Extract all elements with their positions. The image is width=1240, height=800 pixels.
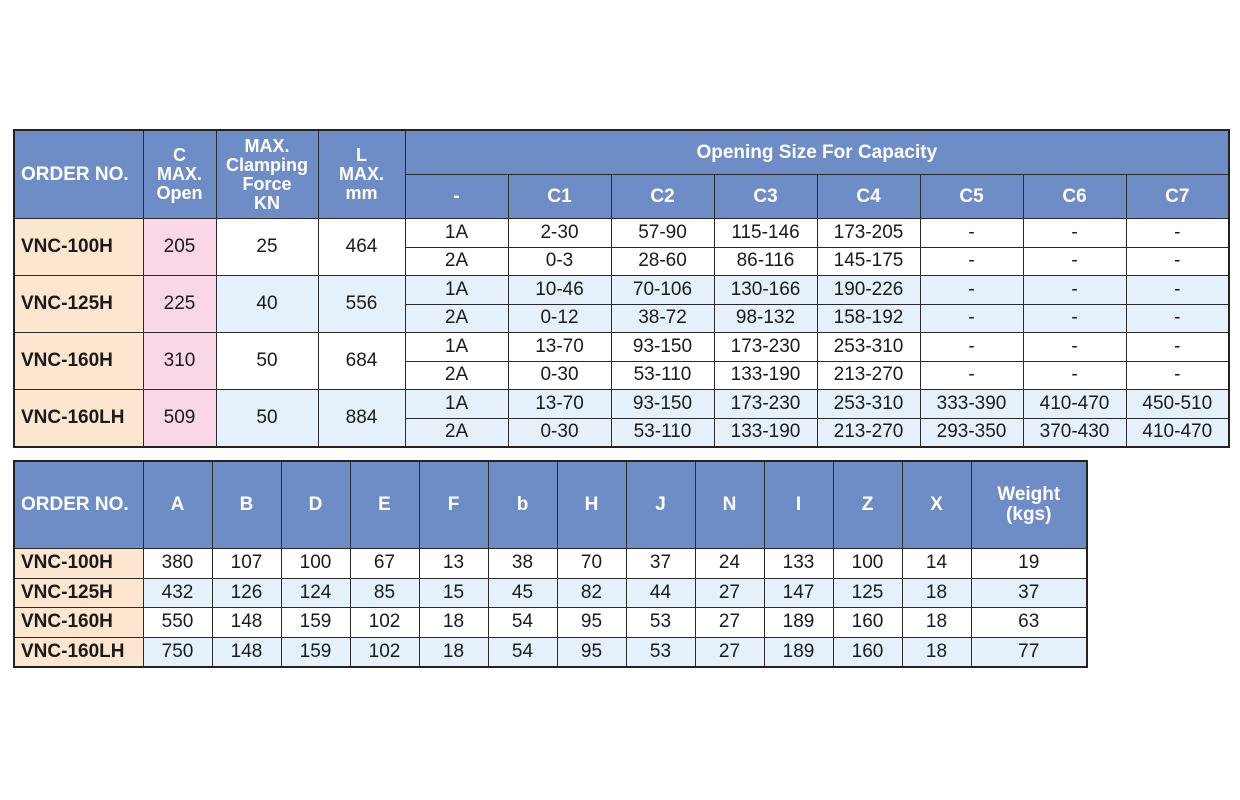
dimension-cell: 70: [557, 549, 626, 579]
dimension-cell: 18: [902, 637, 971, 667]
dimension-cell: 77: [971, 637, 1087, 667]
table-row: [14, 219, 1229, 248]
dimension-cell: 18: [902, 608, 971, 638]
dimension-cell: 550: [143, 608, 212, 638]
opening-size-cell: 53-110: [611, 418, 714, 447]
opening-size-cell: -: [920, 219, 1023, 248]
dimension-cell: 13: [419, 549, 488, 579]
opening-size-cell: 10-46: [508, 276, 611, 305]
clamping-force-cell: 50: [216, 333, 318, 390]
c-max-open-header: C MAX. Open: [143, 130, 216, 219]
dimension-cell: 432: [143, 578, 212, 608]
l-max-cell: 556: [318, 276, 405, 333]
dimension-cell: 159: [281, 637, 350, 667]
dimension-cell: 380: [143, 549, 212, 579]
dimension-cell: 44: [626, 578, 695, 608]
opening-size-cell: -: [1126, 304, 1229, 333]
opening-size-cell: 158-192: [817, 304, 920, 333]
order-cell: VNC-100H: [14, 219, 143, 276]
dim-header: Z: [833, 461, 902, 549]
c-open-cell: 225: [143, 276, 216, 333]
clamping-force-cell: 50: [216, 390, 318, 448]
dimension-cell: 95: [557, 608, 626, 638]
opening-size-cell: 115-146: [714, 219, 817, 248]
dimension-cell: 18: [419, 608, 488, 638]
opening-size-cell: 450-510: [1126, 390, 1229, 419]
dim-header: J: [626, 461, 695, 549]
opening-size-cell: 173-205: [817, 219, 920, 248]
dimensions-table: [13, 460, 1088, 668]
opening-size-cell: -: [920, 247, 1023, 276]
opening-size-cell: -: [1126, 333, 1229, 362]
opening-size-cell: 173-230: [714, 333, 817, 362]
opening-size-cell: -: [1023, 333, 1126, 362]
opening-size-table: [13, 129, 1230, 448]
capacity-sub-header: C7: [1126, 175, 1229, 219]
dimension-cell: 15: [419, 578, 488, 608]
dimension-cell: 85: [350, 578, 419, 608]
dim-header: X: [902, 461, 971, 549]
opening-size-cell: 145-175: [817, 247, 920, 276]
opening-size-cell: 253-310: [817, 333, 920, 362]
dimension-cell: 189: [764, 608, 833, 638]
grade-cell: 1A: [405, 219, 508, 248]
dimension-cell: 160: [833, 637, 902, 667]
order-cell: VNC-160H: [14, 333, 143, 390]
grade-cell: 1A: [405, 333, 508, 362]
opening-size-cell: 213-270: [817, 361, 920, 390]
dimension-cell: 37: [626, 549, 695, 579]
capacity-sub-header: C2: [611, 175, 714, 219]
dimension-cell: 27: [695, 608, 764, 638]
dimension-cell: 148: [212, 637, 281, 667]
c-open-cell: 509: [143, 390, 216, 448]
opening-size-header: Opening Size For Capacity: [405, 130, 1229, 175]
opening-size-cell: 93-150: [611, 390, 714, 419]
opening-size-cell: 130-166: [714, 276, 817, 305]
c-open-cell: 310: [143, 333, 216, 390]
opening-size-cell: 333-390: [920, 390, 1023, 419]
opening-size-cell: -: [1023, 219, 1126, 248]
opening-size-cell: 53-110: [611, 361, 714, 390]
dimension-cell: 100: [833, 549, 902, 579]
opening-size-cell: 213-270: [817, 418, 920, 447]
order-no-header: ORDER NO.: [14, 461, 143, 549]
dimension-cell: 189: [764, 637, 833, 667]
dimension-cell: 38: [488, 549, 557, 579]
dim-header: A: [143, 461, 212, 549]
opening-size-cell: -: [920, 304, 1023, 333]
opening-size-cell: 0-30: [508, 418, 611, 447]
opening-size-cell: 133-190: [714, 361, 817, 390]
opening-size-cell: -: [1023, 276, 1126, 305]
dimension-cell: 54: [488, 608, 557, 638]
dimension-cell: 24: [695, 549, 764, 579]
capacity-sub-header: C5: [920, 175, 1023, 219]
dimension-cell: 53: [626, 608, 695, 638]
dimension-cell: 27: [695, 578, 764, 608]
opening-size-cell: 253-310: [817, 390, 920, 419]
opening-size-cell: -: [1023, 361, 1126, 390]
opening-size-cell: 2-30: [508, 219, 611, 248]
capacity-sub-header: C3: [714, 175, 817, 219]
opening-size-cell: -: [1126, 276, 1229, 305]
capacity-sub-header: C4: [817, 175, 920, 219]
dimension-cell: 102: [350, 608, 419, 638]
order-cell: VNC-125H: [14, 578, 143, 608]
dimension-cell: 18: [419, 637, 488, 667]
opening-size-cell: 0-12: [508, 304, 611, 333]
dim-header: D: [281, 461, 350, 549]
grade-cell: 2A: [405, 304, 508, 333]
opening-size-cell: 57-90: [611, 219, 714, 248]
dimension-cell: 102: [350, 637, 419, 667]
dimension-cell: 100: [281, 549, 350, 579]
order-cell: VNC-160LH: [14, 390, 143, 448]
l-max-header: L MAX. mm: [318, 130, 405, 219]
opening-size-cell: 370-430: [1023, 418, 1126, 447]
grade-cell: 2A: [405, 418, 508, 447]
opening-size-cell: 98-132: [714, 304, 817, 333]
table-row: [14, 549, 1087, 579]
dimension-cell: 95: [557, 637, 626, 667]
order-cell: VNC-100H: [14, 549, 143, 579]
dimension-cell: 45: [488, 578, 557, 608]
dimension-cell: 147: [764, 578, 833, 608]
opening-size-cell: -: [1023, 247, 1126, 276]
opening-size-cell: -: [1126, 247, 1229, 276]
dimension-cell: 82: [557, 578, 626, 608]
table-row: [14, 333, 1229, 362]
dimension-cell: 14: [902, 549, 971, 579]
dimension-cell: 54: [488, 637, 557, 667]
table-row: [14, 637, 1087, 667]
dimension-cell: 125: [833, 578, 902, 608]
opening-size-cell: -: [920, 361, 1023, 390]
grade-cell: 1A: [405, 276, 508, 305]
dimension-cell: 160: [833, 608, 902, 638]
capacity-sub-header: C1: [508, 175, 611, 219]
dimension-cell: 148: [212, 608, 281, 638]
grade-cell: 2A: [405, 361, 508, 390]
opening-size-cell: -: [920, 276, 1023, 305]
l-max-cell: 884: [318, 390, 405, 448]
dim-header: F: [419, 461, 488, 549]
opening-size-cell: -: [920, 333, 1023, 362]
grade-cell: 1A: [405, 390, 508, 419]
dimension-cell: 63: [971, 608, 1087, 638]
dim-header: B: [212, 461, 281, 549]
table-row: [14, 578, 1087, 608]
dimension-cell: 107: [212, 549, 281, 579]
order-no-header: ORDER NO.: [14, 130, 143, 219]
dim-header: N: [695, 461, 764, 549]
opening-size-cell: 0-3: [508, 247, 611, 276]
dimension-cell: 67: [350, 549, 419, 579]
l-max-cell: 464: [318, 219, 405, 276]
c-open-cell: 205: [143, 219, 216, 276]
opening-size-cell: 410-470: [1023, 390, 1126, 419]
opening-size-cell: -: [1126, 361, 1229, 390]
opening-size-cell: -: [1023, 304, 1126, 333]
dimension-cell: 18: [902, 578, 971, 608]
order-cell: VNC-160LH: [14, 637, 143, 667]
dimension-cell: 37: [971, 578, 1087, 608]
dimension-cell: 750: [143, 637, 212, 667]
dim-header: I: [764, 461, 833, 549]
table-row: [14, 276, 1229, 305]
clamping-force-header: MAX. Clamping Force KN: [216, 130, 318, 219]
dimension-cell: 126: [212, 578, 281, 608]
opening-size-cell: 133-190: [714, 418, 817, 447]
grade-cell: 2A: [405, 247, 508, 276]
dim-header: b: [488, 461, 557, 549]
opening-size-cell: 173-230: [714, 390, 817, 419]
opening-size-cell: 28-60: [611, 247, 714, 276]
dim-header: E: [350, 461, 419, 549]
opening-size-cell: 13-70: [508, 333, 611, 362]
table-row: [14, 608, 1087, 638]
l-max-cell: 684: [318, 333, 405, 390]
dimension-cell: 124: [281, 578, 350, 608]
clamping-force-cell: 25: [216, 219, 318, 276]
capacity-sub-header: -: [405, 175, 508, 219]
dimension-cell: 133: [764, 549, 833, 579]
opening-size-cell: 38-72: [611, 304, 714, 333]
clamping-force-cell: 40: [216, 276, 318, 333]
opening-size-cell: 190-226: [817, 276, 920, 305]
opening-size-cell: 13-70: [508, 390, 611, 419]
order-cell: VNC-160H: [14, 608, 143, 638]
dimension-cell: 53: [626, 637, 695, 667]
opening-size-cell: 410-470: [1126, 418, 1229, 447]
dimension-cell: 19: [971, 549, 1087, 579]
dimension-cell: 27: [695, 637, 764, 667]
capacity-sub-header: C6: [1023, 175, 1126, 219]
opening-size-cell: 93-150: [611, 333, 714, 362]
dim-header: H: [557, 461, 626, 549]
opening-size-cell: -: [1126, 219, 1229, 248]
dimension-cell: 159: [281, 608, 350, 638]
opening-size-cell: 86-116: [714, 247, 817, 276]
weight-header: Weight (kgs): [971, 461, 1087, 549]
table-row: [14, 390, 1229, 419]
order-cell: VNC-125H: [14, 276, 143, 333]
opening-size-cell: 293-350: [920, 418, 1023, 447]
opening-size-cell: 70-106: [611, 276, 714, 305]
opening-size-cell: 0-30: [508, 361, 611, 390]
